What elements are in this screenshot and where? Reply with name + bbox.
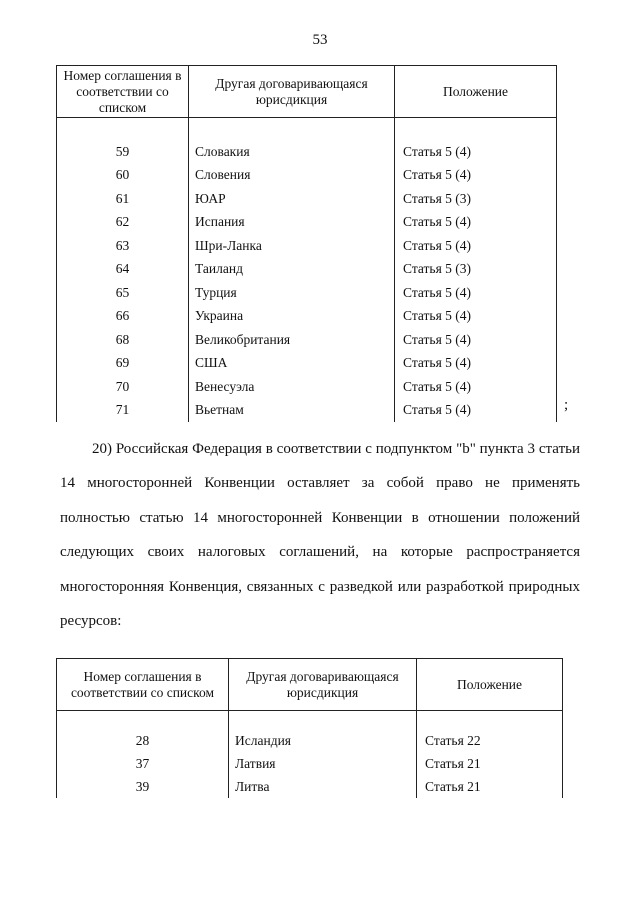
jurisdiction-cell: Венесуэла	[189, 375, 395, 399]
provision-cell: Статья 5 (4)	[395, 234, 557, 258]
jurisdiction-cell: Словения	[189, 164, 395, 188]
table-row	[57, 328, 557, 352]
agreement-number-cell: 60	[57, 164, 189, 188]
table-reservations-article-5	[56, 65, 557, 422]
provision-cell: Статья 5 (4)	[395, 281, 557, 305]
provision-cell: Статья 5 (4)	[395, 140, 557, 164]
table-row	[57, 752, 563, 775]
jurisdiction-cell: Латвия	[229, 752, 417, 775]
list-terminator: ;	[564, 397, 569, 413]
provision-cell: Статья 5 (4)	[395, 164, 557, 188]
table-row	[57, 258, 557, 282]
provision-cell: Статья 5 (4)	[395, 305, 557, 329]
provision-cell: Статья 5 (4)	[395, 328, 557, 352]
provision-cell: Статья 5 (3)	[395, 258, 557, 282]
provision-cell: Статья 5 (4)	[395, 399, 557, 423]
paragraph-text: 20) Российская Федерация в соответствии с подпунктом "b" пункта 3 статьи 14 многосторонней Конвенции оставляет за собой право не применять полностью статью 14 многосторонней Конвенции в отношении положений следующих своих налоговых соглашений, на которые распространяется многосторонняя Конвенция, связанных с разведкой или разработкой природных ресурсов:	[60, 441, 580, 630]
agreement-number-cell: 63	[57, 234, 189, 258]
agreement-number-cell: 39	[57, 775, 229, 798]
agreement-number-cell: 64	[57, 258, 189, 282]
column-header-provision: Положение	[417, 659, 563, 711]
table-row	[57, 187, 557, 211]
page-number: 53	[312, 32, 328, 48]
table-row	[57, 399, 557, 423]
agreement-number-cell: 62	[57, 211, 189, 235]
jurisdiction-cell: ЮАР	[189, 187, 395, 211]
table-spacer-row	[57, 118, 557, 141]
jurisdiction-cell: Украина	[189, 305, 395, 329]
provision-cell: Статья 21	[417, 775, 563, 798]
jurisdiction-cell: Испания	[189, 211, 395, 235]
agreement-number-cell: 69	[57, 352, 189, 376]
agreement-number-cell: 59	[57, 140, 189, 164]
table-row	[57, 375, 557, 399]
column-header-agreement-number: Номер соглашения в соответствии со списком	[57, 659, 229, 711]
agreement-number-cell: 28	[57, 729, 229, 752]
agreement-number-cell: 61	[57, 187, 189, 211]
column-header-jurisdiction: Другая договаривающаяся юрисдикция	[189, 66, 395, 118]
provision-cell: Статья 21	[417, 752, 563, 775]
table-reservations-article-14	[56, 658, 563, 798]
jurisdiction-cell: Таиланд	[189, 258, 395, 282]
jurisdiction-cell: Исландия	[229, 729, 417, 752]
agreement-number-cell: 66	[57, 305, 189, 329]
agreement-number-cell: 68	[57, 328, 189, 352]
provision-cell: Статья 5 (4)	[395, 352, 557, 376]
jurisdiction-cell: Литва	[229, 775, 417, 798]
table-row	[57, 164, 557, 188]
provision-cell: Статья 22	[417, 729, 563, 752]
agreement-number-cell: 71	[57, 399, 189, 423]
jurisdiction-cell: Вьетнам	[189, 399, 395, 423]
table-row	[57, 352, 557, 376]
provision-cell: Статья 5 (3)	[395, 187, 557, 211]
provision-cell: Статья 5 (4)	[395, 375, 557, 399]
agreement-number-cell: 65	[57, 281, 189, 305]
table-row	[57, 729, 563, 752]
column-header-jurisdiction: Другая договаривающаяся юрисдикция	[229, 659, 417, 711]
body-paragraph	[60, 432, 580, 638]
jurisdiction-cell: США	[189, 352, 395, 376]
table-row	[57, 211, 557, 235]
column-header-provision: Положение	[395, 66, 557, 118]
provision-cell: Статья 5 (4)	[395, 211, 557, 235]
table-row	[57, 775, 563, 798]
agreement-number-cell: 70	[57, 375, 189, 399]
table-row	[57, 234, 557, 258]
jurisdiction-cell: Словакия	[189, 140, 395, 164]
jurisdiction-cell: Турция	[189, 281, 395, 305]
jurisdiction-cell: Великобритания	[189, 328, 395, 352]
jurisdiction-cell: Шри-Ланка	[189, 234, 395, 258]
column-header-agreement-number: Номер соглашения в соответствии со списком	[57, 66, 189, 118]
table-row	[57, 281, 557, 305]
agreement-number-cell: 37	[57, 752, 229, 775]
table-row	[57, 305, 557, 329]
table-row	[57, 140, 557, 164]
table-spacer-row	[57, 711, 563, 730]
